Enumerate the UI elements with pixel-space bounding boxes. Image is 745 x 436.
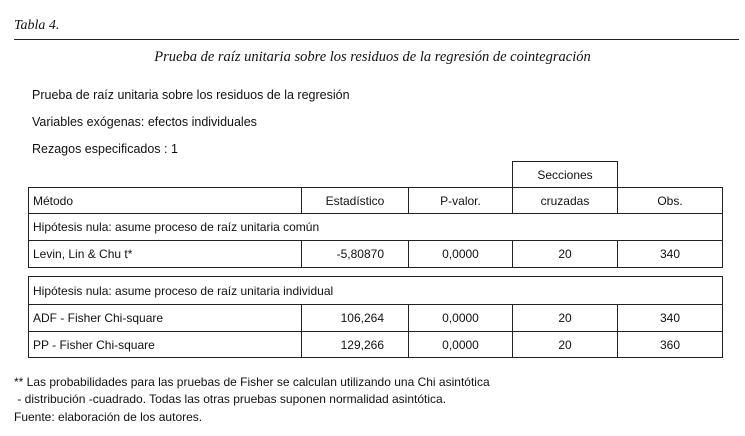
row-pp-stat: 129,266 (301, 331, 409, 358)
group-common-title: Hipótesis nula: asume proceso de raíz unitaria común (28, 213, 723, 241)
row-adf-obs: 340 (617, 304, 723, 332)
row-adf-stat: 106,264 (301, 304, 409, 332)
row-llc-pval: 0,0000 (408, 240, 513, 268)
row-llc-method: Levin, Lin & Chu t* (28, 240, 302, 268)
footnote-line-2: - distribución -cuadrado. Todas las otras pruebas suponen normalidad asintótica. (14, 392, 447, 406)
row-pp-sections: 20 (512, 331, 618, 358)
row-llc-stat: -5,80870 (301, 240, 409, 268)
row-adf-pval: 0,0000 (408, 304, 513, 332)
meta-line-exogenous: Variables exógenas: efectos individuales (32, 115, 257, 129)
header-sections-bottom: cruzadas (512, 187, 618, 214)
row-llc-obs: 340 (617, 240, 723, 268)
meta-line-test: Prueba de raíz unitaria sobre los residuos de la regresión (32, 88, 350, 102)
meta-line-lags: Rezagos especificados : 1 (32, 142, 178, 156)
group-individual-title: Hipótesis nula: asume proceso de raíz unitaria individual (28, 276, 723, 305)
row-pp-obs: 360 (617, 331, 723, 358)
row-pp-method: PP - Fisher Chi-square (28, 331, 302, 358)
table-caption: Tabla 4. (14, 18, 60, 33)
row-adf-method: ADF - Fisher Chi-square (28, 304, 302, 332)
header-obs: Obs. (617, 187, 723, 214)
header-sections-top: Secciones (512, 161, 618, 188)
row-llc-sections: 20 (512, 240, 618, 268)
row-pp-pval: 0,0000 (408, 331, 513, 358)
source-note: Fuente: elaboración de los autores. (14, 410, 203, 424)
table-title: Prueba de raíz unitaria sobre los residuos de la regresión de cointegración (154, 49, 591, 65)
header-p-value: P-valor. (408, 187, 513, 214)
header-statistic: Estadístico (301, 187, 409, 214)
footnote-line-1: ** Las probabilidades para las pruebas de Fisher se calculan utilizando una Chi asintótica (14, 375, 490, 389)
row-adf-sections: 20 (512, 304, 618, 332)
top-rule (14, 39, 739, 40)
header-method: Método (28, 187, 302, 214)
